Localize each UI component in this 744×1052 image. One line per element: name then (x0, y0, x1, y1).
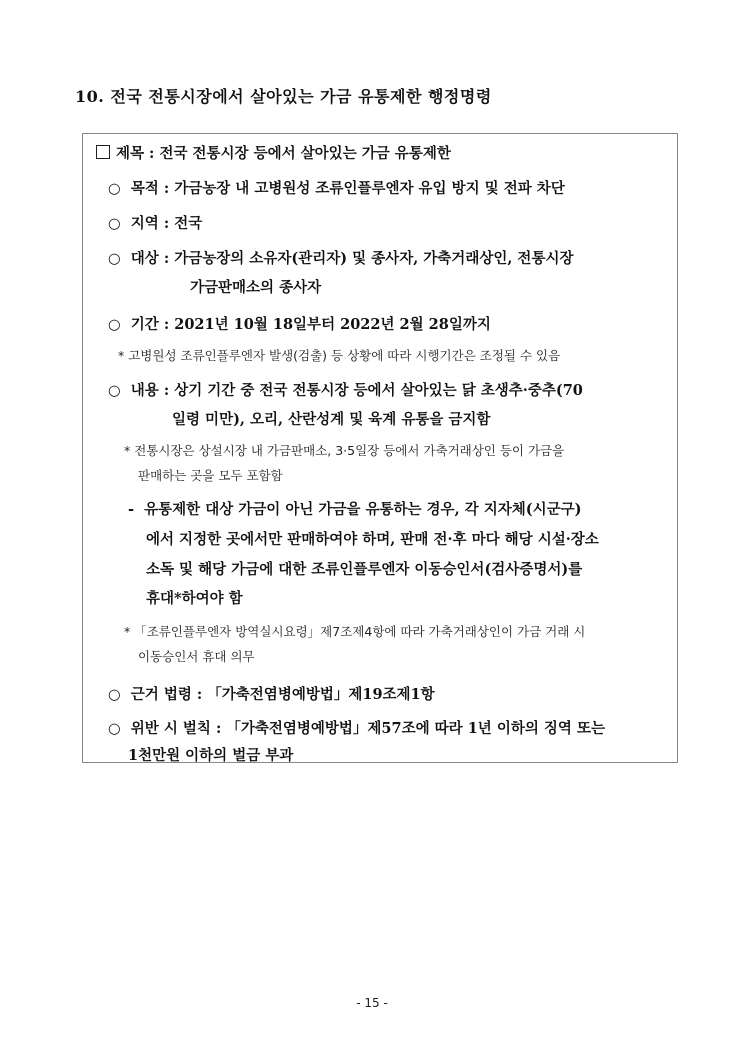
basis-line (108, 683, 435, 704)
dash-bullet-icon: - (128, 501, 135, 518)
region-text: 지역 : 전국 (130, 215, 203, 232)
circle-bullet-icon: ○ (108, 686, 121, 703)
dash-line-4: 휴대*하여야 함 (146, 590, 243, 607)
asterisk-icon: * (124, 443, 131, 458)
dash-line-2: 에서 지정한 곳에서만 판매하여야 하며, 판매 전·후 마다 해당 시설·장소 (146, 531, 599, 548)
circle-bullet-icon: ○ (108, 250, 121, 267)
content-line-2: 일령 미만), 오리, 산란성계 및 육계 유통을 금지함 (172, 411, 491, 428)
target-line-2: 가금판매소의 종사자 (190, 279, 322, 296)
dash-note-1 (124, 622, 585, 640)
circle-bullet-icon: ○ (108, 720, 121, 737)
asterisk-icon: * (118, 348, 125, 363)
title-line (96, 142, 451, 163)
circle-bullet-icon: ○ (108, 215, 121, 232)
content-text-1: 내용 : 상기 기간 중 전국 전통시장 등에서 살아있는 닭 초생추·중추(70 (130, 382, 583, 399)
penalty-line-1 (108, 717, 605, 738)
period-text: 기간 : 2021년 10월 18일부터 2022년 2월 28일까지 (130, 316, 491, 333)
target-text-1: 대상 : 가금농장의 소유자(관리자) 및 종사자, 가축거래상인, 전통시장 (130, 250, 574, 267)
penalty-text-1: 위반 시 벌칙 : 「가축전염병예방법」제57조에 따라 1년 이하의 징역 또는 (130, 720, 605, 737)
dash-text-1: 유통제한 대상 가금이 아닌 가금을 유통하는 경우, 각 지자체(시군구) (144, 501, 582, 518)
dash-note-text-1: 「조류인플루엔자 방역실시요령」제7조제4항에 따라 가축거래상인이 가금 거래 시 (134, 624, 586, 639)
dash-line-1 (128, 498, 581, 519)
period-note (118, 346, 560, 364)
period-note-text: 고병원성 조류인플루엔자 발생(검출) 등 상황에 따라 시행기간은 조정될 수 있음 (128, 348, 561, 363)
asterisk-icon: * (124, 624, 131, 639)
section-heading: 10. 전국 전통시장에서 살아있는 가금 유통제한 행정명령 (75, 87, 492, 106)
purpose-text: 목적 : 가금농장 내 고병원성 조류인플루엔자 유입 방지 및 전파 차단 (130, 180, 565, 197)
circle-bullet-icon: ○ (108, 180, 121, 197)
content-note-2: 판매하는 곳을 모두 포함함 (138, 468, 283, 483)
dash-line-3: 소독 및 해당 가금에 대한 조류인플루엔자 이동승인서(검사증명서)를 (146, 561, 583, 578)
target-line-1 (108, 247, 573, 268)
checkbox-icon (96, 145, 110, 159)
dash-note-2: 이동승인서 휴대 의무 (138, 649, 255, 664)
purpose-line (108, 177, 565, 198)
content-note-1 (124, 441, 564, 459)
period-line (108, 313, 491, 334)
basis-text: 근거 법령 : 「가축전염병예방법」제19조제1항 (130, 686, 435, 703)
page-number: - 15 - (356, 996, 388, 1010)
title-text: 제목 : 전국 전통시장 등에서 살아있는 가금 유통제한 (116, 145, 451, 162)
penalty-line-2: 1천만원 이하의 벌금 부과 (128, 747, 294, 764)
circle-bullet-icon: ○ (108, 382, 121, 399)
region-line (108, 212, 202, 233)
circle-bullet-icon: ○ (108, 316, 121, 333)
content-note-text-1: 전통시장은 상설시장 내 가금판매소, 3·5일장 등에서 가축거래상인 등이 가금을 (134, 443, 565, 458)
content-line-1 (108, 379, 583, 400)
